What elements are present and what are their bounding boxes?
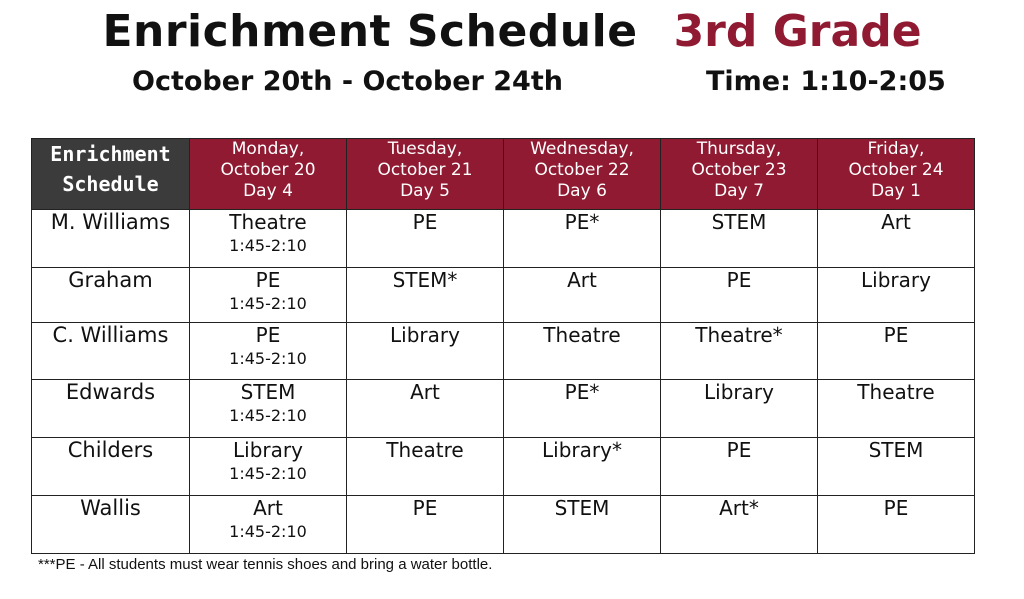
day-weekday: Wednesday, bbox=[530, 139, 634, 159]
corner-header bbox=[32, 139, 190, 210]
day-header bbox=[190, 139, 347, 210]
day-weekday: Friday, bbox=[867, 139, 925, 159]
schedule-cell bbox=[818, 380, 975, 438]
activity-label: PE* bbox=[564, 210, 600, 234]
day-number: Day 7 bbox=[714, 181, 764, 201]
schedule-cell bbox=[818, 323, 975, 380]
activity-label: STEM bbox=[711, 210, 767, 234]
schedule-cell bbox=[818, 438, 975, 496]
day-date: October 21 bbox=[377, 160, 473, 180]
activity-label: PE* bbox=[564, 380, 600, 404]
day-weekday: Thursday, bbox=[696, 139, 782, 159]
day-number: Day 5 bbox=[400, 181, 450, 201]
schedule-cell bbox=[818, 210, 975, 268]
schedule-cell bbox=[190, 268, 347, 323]
activity-label: PE bbox=[726, 438, 752, 462]
activity-label: PE bbox=[255, 268, 281, 292]
activity-label: PE bbox=[883, 323, 909, 347]
schedule-cell bbox=[347, 380, 504, 438]
day-weekday: Monday, bbox=[231, 139, 305, 159]
corner-line-1: Enrichment bbox=[50, 142, 171, 166]
schedule-cell bbox=[818, 268, 975, 323]
day-weekday: Tuesday, bbox=[387, 139, 463, 159]
activity-label: Library bbox=[390, 323, 460, 347]
schedule-cell bbox=[661, 438, 818, 496]
activity-label: Library* bbox=[542, 438, 622, 462]
activity-label: Art bbox=[253, 496, 283, 520]
day-header bbox=[504, 139, 661, 210]
schedule-cell bbox=[347, 268, 504, 323]
teacher-name: Childers bbox=[32, 438, 190, 496]
schedule-cell bbox=[504, 268, 661, 323]
activity-label: Art bbox=[881, 210, 911, 234]
activity-label: STEM bbox=[868, 438, 924, 462]
day-date: October 22 bbox=[534, 160, 630, 180]
day-header bbox=[661, 139, 818, 210]
corner-line-2: Schedule bbox=[62, 172, 159, 196]
activity-label: Theatre bbox=[229, 210, 307, 234]
day-number: Day 6 bbox=[557, 181, 607, 201]
activity-label: Theatre bbox=[543, 323, 621, 347]
day-number: Day 4 bbox=[243, 181, 293, 201]
teacher-name: Wallis bbox=[32, 496, 190, 554]
day-header bbox=[818, 139, 975, 210]
day-date: October 24 bbox=[848, 160, 944, 180]
schedule-cell bbox=[190, 496, 347, 554]
schedule-cell bbox=[504, 496, 661, 554]
table-row bbox=[32, 496, 975, 554]
schedule-cell bbox=[504, 380, 661, 438]
schedule-cell bbox=[661, 268, 818, 323]
activity-label: Art* bbox=[719, 496, 759, 520]
schedule-cell bbox=[347, 496, 504, 554]
activity-label: Library bbox=[704, 380, 774, 404]
table-row bbox=[32, 438, 975, 496]
activity-label: Library bbox=[233, 438, 303, 462]
grade-title: 3rd Grade bbox=[673, 6, 922, 57]
activity-time: 1:45-2:10 bbox=[229, 294, 307, 313]
schedule-cell bbox=[190, 438, 347, 496]
activity-label: Art bbox=[410, 380, 440, 404]
schedule-table bbox=[31, 138, 975, 554]
schedule-cell bbox=[190, 323, 347, 380]
schedule-cell bbox=[818, 496, 975, 554]
schedule-cell bbox=[190, 380, 347, 438]
schedule-title: Enrichment Schedule bbox=[102, 6, 638, 57]
activity-label: PE bbox=[883, 496, 909, 520]
date-range: October 20th - October 24th bbox=[132, 66, 563, 97]
schedule-cell bbox=[190, 210, 347, 268]
schedule-cell bbox=[661, 323, 818, 380]
schedule-cell bbox=[504, 210, 661, 268]
page-title bbox=[0, 6, 1024, 57]
table-header-row bbox=[32, 139, 975, 210]
activity-label: STEM bbox=[554, 496, 610, 520]
teacher-name: Edwards bbox=[32, 380, 190, 438]
footnote: ***PE - All students must wear tennis shoes and bring a water bottle. bbox=[38, 556, 493, 573]
activity-time: 1:45-2:10 bbox=[229, 522, 307, 541]
activity-label: Theatre bbox=[386, 438, 464, 462]
schedule-cell bbox=[661, 496, 818, 554]
teacher-name: Graham bbox=[32, 268, 190, 323]
time-range: Time: 1:10-2:05 bbox=[706, 66, 946, 97]
day-date: October 20 bbox=[220, 160, 316, 180]
schedule-cell bbox=[347, 323, 504, 380]
teacher-name: C. Williams bbox=[32, 323, 190, 380]
table-row bbox=[32, 268, 975, 323]
table-row bbox=[32, 323, 975, 380]
schedule-cell bbox=[504, 323, 661, 380]
teacher-name: M. Williams bbox=[32, 210, 190, 268]
schedule-cell bbox=[661, 210, 818, 268]
activity-label: STEM* bbox=[392, 268, 458, 292]
schedule-cell bbox=[347, 438, 504, 496]
activity-label: Theatre bbox=[857, 380, 935, 404]
activity-label: STEM bbox=[240, 380, 296, 404]
activity-label: PE bbox=[255, 323, 281, 347]
schedule-cell bbox=[661, 380, 818, 438]
schedule-cell bbox=[504, 438, 661, 496]
table-row bbox=[32, 380, 975, 438]
activity-time: 1:45-2:10 bbox=[229, 406, 307, 425]
activity-time: 1:45-2:10 bbox=[229, 349, 307, 368]
table-row bbox=[32, 210, 975, 268]
activity-time: 1:45-2:10 bbox=[229, 236, 307, 255]
activity-label: PE bbox=[412, 210, 438, 234]
activity-label: Theatre* bbox=[695, 323, 783, 347]
activity-time: 1:45-2:10 bbox=[229, 464, 307, 483]
activity-label: PE bbox=[412, 496, 438, 520]
day-header bbox=[347, 139, 504, 210]
activity-label: PE bbox=[726, 268, 752, 292]
day-number: Day 1 bbox=[871, 181, 921, 201]
schedule-cell bbox=[347, 210, 504, 268]
day-date: October 23 bbox=[691, 160, 787, 180]
activity-label: Library bbox=[861, 268, 931, 292]
activity-label: Art bbox=[567, 268, 597, 292]
